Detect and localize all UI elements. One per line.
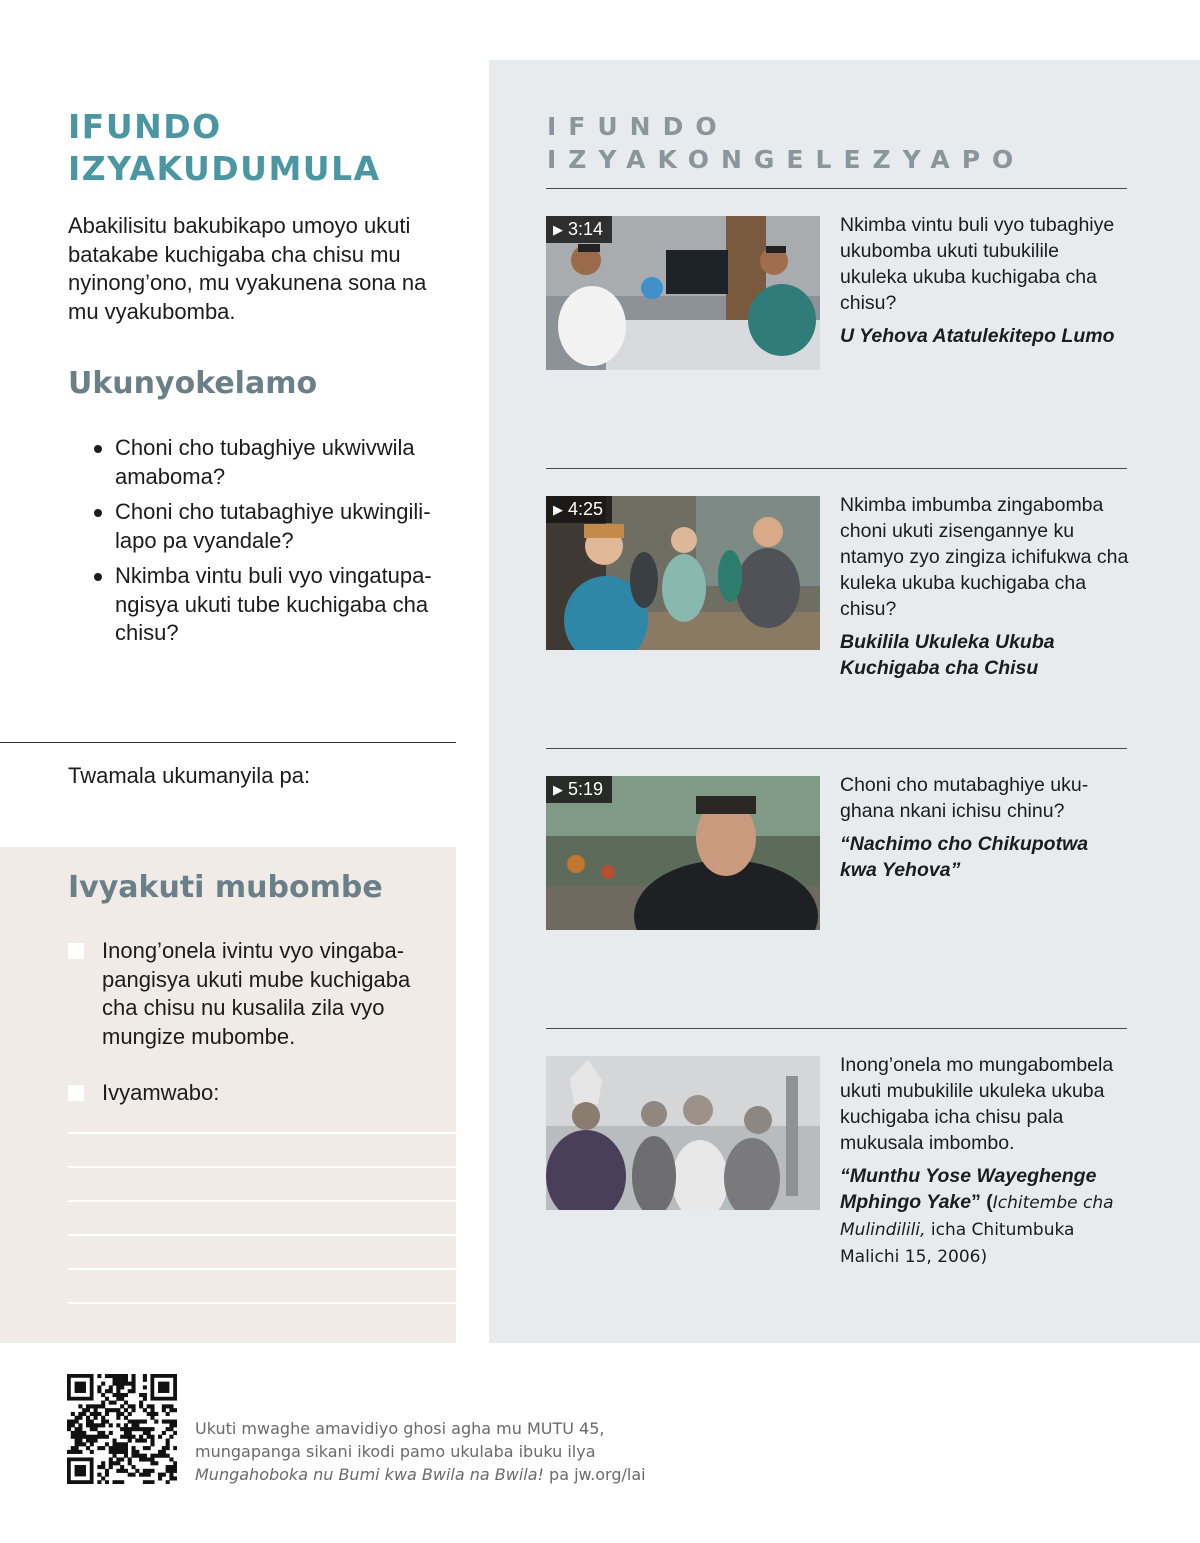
duration-badge xyxy=(546,496,612,523)
write-line[interactable] xyxy=(68,1268,456,1270)
further-title xyxy=(547,110,1025,176)
todo-heading: Ivyakuti mubombe xyxy=(68,870,383,905)
summary-title-line2: IZYAKUDUMULA xyxy=(68,149,381,188)
footer-site-link[interactable]: pa jw.org/lai xyxy=(543,1465,646,1484)
further-question: Nkimba vintu buli vyo tubaghiye ukubomba ukuti tubukilile ukuleka ukuba kuchigaba cha chisu? xyxy=(840,214,1115,314)
duration-label: 3:14 xyxy=(568,219,604,239)
further-source-link[interactable]: “Munthu Yose Wayeghenge Mphingo Yake xyxy=(840,1165,1097,1213)
review-question: Choni cho tutabaghiye ukwingililapo pa vyandale? xyxy=(88,498,460,555)
todo-item-text: Inong’onela ivintu vyo vingabapangisya ukuti mube kuchigaba cha chisu nu kusalila zila vyo mungize mubombe. xyxy=(102,938,411,1049)
further-title-line2: IZYAKONGELEZYAPO xyxy=(547,145,1026,174)
divider xyxy=(546,188,1127,189)
summary-title xyxy=(68,106,458,190)
duration-badge xyxy=(546,776,612,803)
further-title-line1: IFUNDO xyxy=(547,112,729,141)
duration-badge xyxy=(546,216,612,243)
further-source-link[interactable]: U Yehova Atatulekitepo Lumo xyxy=(840,325,1115,347)
further-source xyxy=(840,1163,1130,1270)
review-question-list xyxy=(88,434,460,655)
play-icon: ▶ xyxy=(553,502,563,517)
divider xyxy=(0,742,456,743)
illustration-thumbnail xyxy=(546,1056,820,1210)
further-question: Choni cho mutabaghiye ukughana nkani ichisu chinu? xyxy=(840,774,1089,822)
further-item xyxy=(840,492,1130,681)
video-thumbnail[interactable] xyxy=(546,776,820,930)
write-line[interactable] xyxy=(68,1200,456,1202)
review-question: Nkimba vintu buli vyo vingatupangisya ukuti tube kuchigaba cha chisu? xyxy=(88,562,460,648)
divider xyxy=(546,1028,1127,1029)
further-question: Nkimba imbumba zingabomba choni ukuti zisengannye ku ntamyo zyo zingiza ichifukwa cha kuleka ukuba kuchigaba cha chisu? xyxy=(840,494,1129,620)
write-line[interactable] xyxy=(68,1166,456,1168)
further-item xyxy=(840,212,1130,349)
qr-code-image xyxy=(67,1374,177,1484)
video-thumbnail[interactable] xyxy=(546,496,820,650)
learned-label: Twamala ukumanyila pa: xyxy=(68,763,311,788)
cite-details: icha Chitumbuka Malichi 15, 2006) xyxy=(840,1220,1075,1267)
book-title: Mungahoboka nu Bumi kwa Bwila na Bwila! xyxy=(195,1465,544,1484)
further-item xyxy=(840,1052,1130,1270)
divider xyxy=(546,468,1127,469)
write-line[interactable] xyxy=(68,1302,456,1304)
footer-note xyxy=(195,1417,755,1486)
todo-item xyxy=(68,937,438,1051)
play-icon: ▶ xyxy=(553,782,563,797)
review-heading: Ukunyokelamo xyxy=(68,366,318,401)
qr-code[interactable] xyxy=(67,1374,177,1484)
video-thumbnail[interactable] xyxy=(546,216,820,370)
footer-line2: mungapanga sikani ikodi pamo ukulaba ibuku ilya xyxy=(195,1442,596,1461)
duration-label: 4:25 xyxy=(568,499,604,519)
write-line[interactable] xyxy=(68,1234,456,1236)
source-quote-close: ” ( xyxy=(971,1191,993,1213)
divider xyxy=(546,748,1127,749)
summary-intro: Abakilisitu bakubikapo umoyo ukuti batakabe kuchigaba cha chisu mu nyinong’ono, mu vyakunena sona na mu vyakubomba. xyxy=(68,213,427,324)
biblical-illustration-image xyxy=(546,1056,820,1210)
duration-label: 5:19 xyxy=(568,779,604,799)
cite-publication: Ichitembe cha Mulindilili, xyxy=(840,1193,1114,1240)
review-question: Choni cho tubaghiye ukwivwila amaboma? xyxy=(88,434,460,491)
write-line[interactable] xyxy=(68,1132,456,1134)
further-item xyxy=(840,772,1130,883)
further-question: Inong’onela mo mungabombela ukuti mubukilile ukuleka ukuba kuchigaba icha chisu pala mukusala imbombo. xyxy=(840,1054,1114,1154)
todo-item-text: Ivyamwabo: xyxy=(102,1080,220,1105)
checkbox-icon[interactable] xyxy=(68,1085,84,1101)
play-icon: ▶ xyxy=(553,222,563,237)
checkbox-icon[interactable] xyxy=(68,943,84,959)
further-source-link[interactable]: Bukilila Ukuleka Ukuba Kuchigaba cha Chisu xyxy=(840,631,1055,679)
todo-item xyxy=(68,1079,438,1108)
further-source-link[interactable]: “Nachimo cho Chikupotwa kwa Yehova” xyxy=(840,833,1089,881)
summary-title-line1: IFUNDO xyxy=(68,107,222,146)
footer-line1: Ukuti mwaghe amavidiyo ghosi agha mu MUTU 45, xyxy=(195,1419,605,1438)
footer-line3 xyxy=(195,1463,755,1486)
